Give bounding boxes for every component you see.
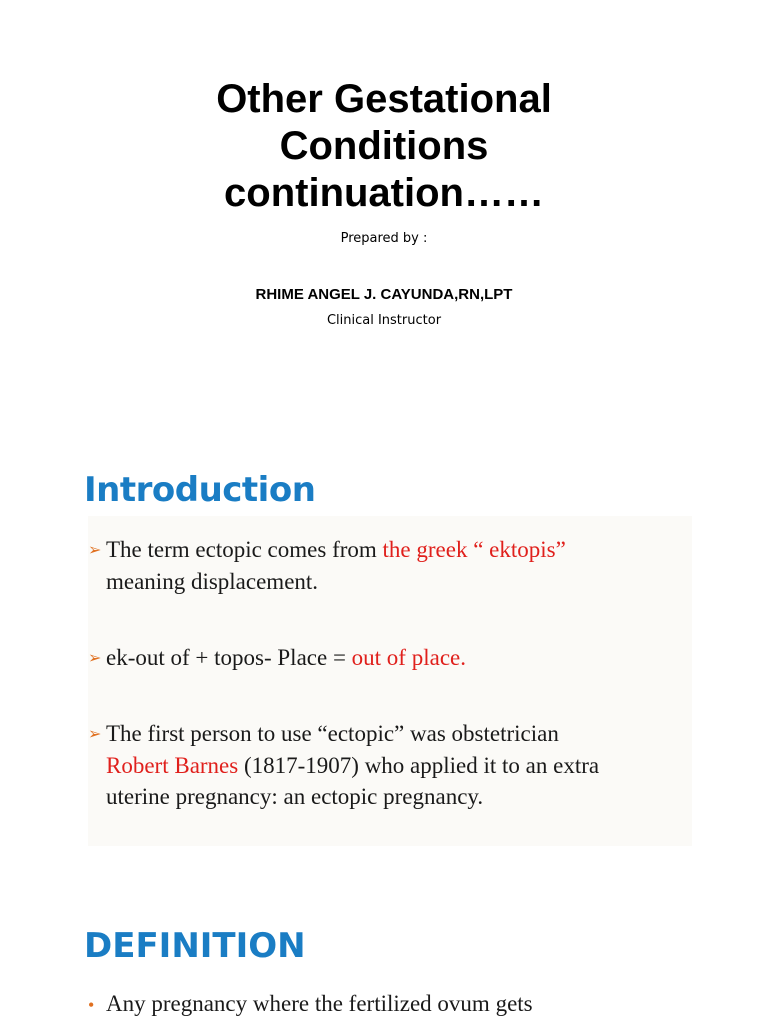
bullet-text: (1817-1907) who applied it to an extra xyxy=(238,753,600,778)
bullet-text-line-3: uterine pregnancy: an ectopic pregnancy. xyxy=(106,784,484,809)
title-slide xyxy=(0,0,768,430)
bullet-highlight: the greek “ ektopis” xyxy=(382,537,566,562)
main-title xyxy=(0,76,768,217)
title-line-1: Other Gestational xyxy=(216,77,552,121)
author-role: Clinical Instructor xyxy=(326,313,442,328)
bullet-text-continued: meaning displacement. xyxy=(106,569,319,594)
arrow-bullet-icon: ➢ xyxy=(88,542,102,559)
author-name: RHIME ANGEL J. CAYUNDA,RN,LPT xyxy=(255,286,513,303)
bullet-highlight: out of place. xyxy=(351,645,466,670)
intro-bullet-2 xyxy=(88,642,688,674)
arrow-bullet-icon: ➢ xyxy=(88,650,102,667)
dot-bullet-icon: • xyxy=(88,995,95,1015)
definition-text: Any pregnancy where the fertilized ovum gets xyxy=(106,991,533,1016)
arrow-bullet-icon: ➢ xyxy=(88,726,102,743)
title-line-3: continuation…… xyxy=(224,171,544,215)
introduction-body xyxy=(88,516,692,846)
bullet-text-line-2 xyxy=(88,750,688,781)
definition-heading: DEFINITION xyxy=(84,926,306,966)
title-line-2: Conditions xyxy=(279,124,489,168)
bullet-highlight: Robert Barnes xyxy=(106,753,239,778)
bullet-text: The term ectopic comes from xyxy=(106,537,383,562)
definition-bullet xyxy=(88,988,728,1021)
prepared-by-label: Prepared by : xyxy=(340,231,428,246)
introduction-heading: Introduction xyxy=(84,470,316,510)
intro-bullet-3 xyxy=(88,718,688,812)
bullet-text: The first person to use “ectopic” was obstetrician xyxy=(106,721,559,746)
intro-bullet-1 xyxy=(88,534,688,597)
bullet-text: ek-out of + topos- Place = xyxy=(106,645,352,670)
